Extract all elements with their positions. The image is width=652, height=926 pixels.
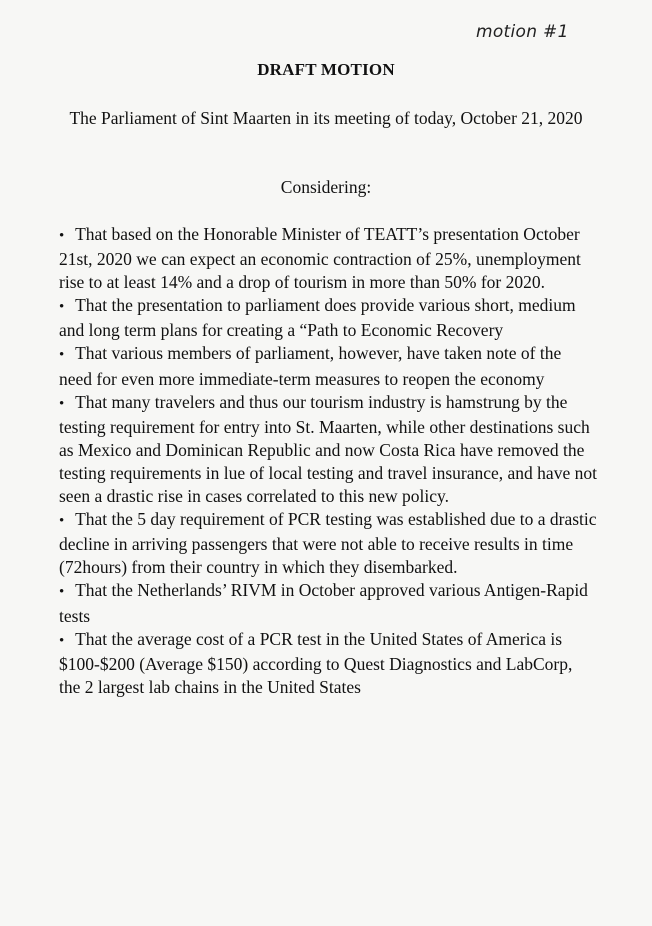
list-item <box>59 342 597 390</box>
list-item-text: That based on the Honorable Minister of TEATT’s presentation October 21st, 2020 we can expect an economic contraction of 25%, unemployment rise to at least 14% and a drop of tourism in more than 50% for 2020. <box>59 224 581 293</box>
list-item <box>59 579 597 627</box>
list-item <box>59 223 597 294</box>
list-item <box>59 628 597 699</box>
list-item <box>59 294 597 342</box>
list-item-text: That the presentation to parliament does provide various short, medium and long term plans for creating a “Path to Economic Recovery <box>59 295 576 341</box>
bullet-icon: • <box>59 513 65 530</box>
list-item-text: That the average cost of a PCR test in the United States of America is $100-$200 (Average $150) according to Quest Diagnostics and LabCorp, the 2 largest lab chains in the United States <box>59 628 573 697</box>
bullet-icon: • <box>59 228 65 244</box>
bullet-icon: • <box>59 395 65 412</box>
list-item <box>59 391 597 508</box>
list-item-text: That many travelers and thus our tourism industry is hamstrung by the testing requirement for entry into St. Maarten, while other destinations such as Mexico and Dominican Republic and now Costa Rica have removed the testing requirements in lue of local testing and travel insurance, and have not seen a drastic rise in cases correlated to this new policy. <box>59 391 597 507</box>
list-item-text: That various members of parliament, however, have taken note of the need for even more immediate-term measures to reopen the economy <box>59 343 562 389</box>
bullet-icon: • <box>59 299 65 316</box>
bullet-icon: • <box>59 347 65 364</box>
bullet-icon: • <box>59 584 65 601</box>
considering-heading: Considering: <box>280 177 372 197</box>
considerations-list <box>59 223 597 699</box>
list-item-text: That the Netherlands’ RIVM in October approved various Antigen-Rapid tests <box>59 580 588 626</box>
list-item-text: That the 5 day requirement of PCR testing was established due to a drastic decline in arriving passengers that were not able to receive results in time (72hours) from their country in which they disembarked. <box>59 509 597 578</box>
document-title: DRAFT MOTION <box>257 60 395 79</box>
bullet-icon: • <box>59 632 65 649</box>
list-item <box>59 508 597 579</box>
handwritten-annotation: motion #1 <box>476 22 569 42</box>
intro-paragraph: The Parliament of Sint Maarten in its meeting of today, October 21, 2020 <box>69 108 583 128</box>
